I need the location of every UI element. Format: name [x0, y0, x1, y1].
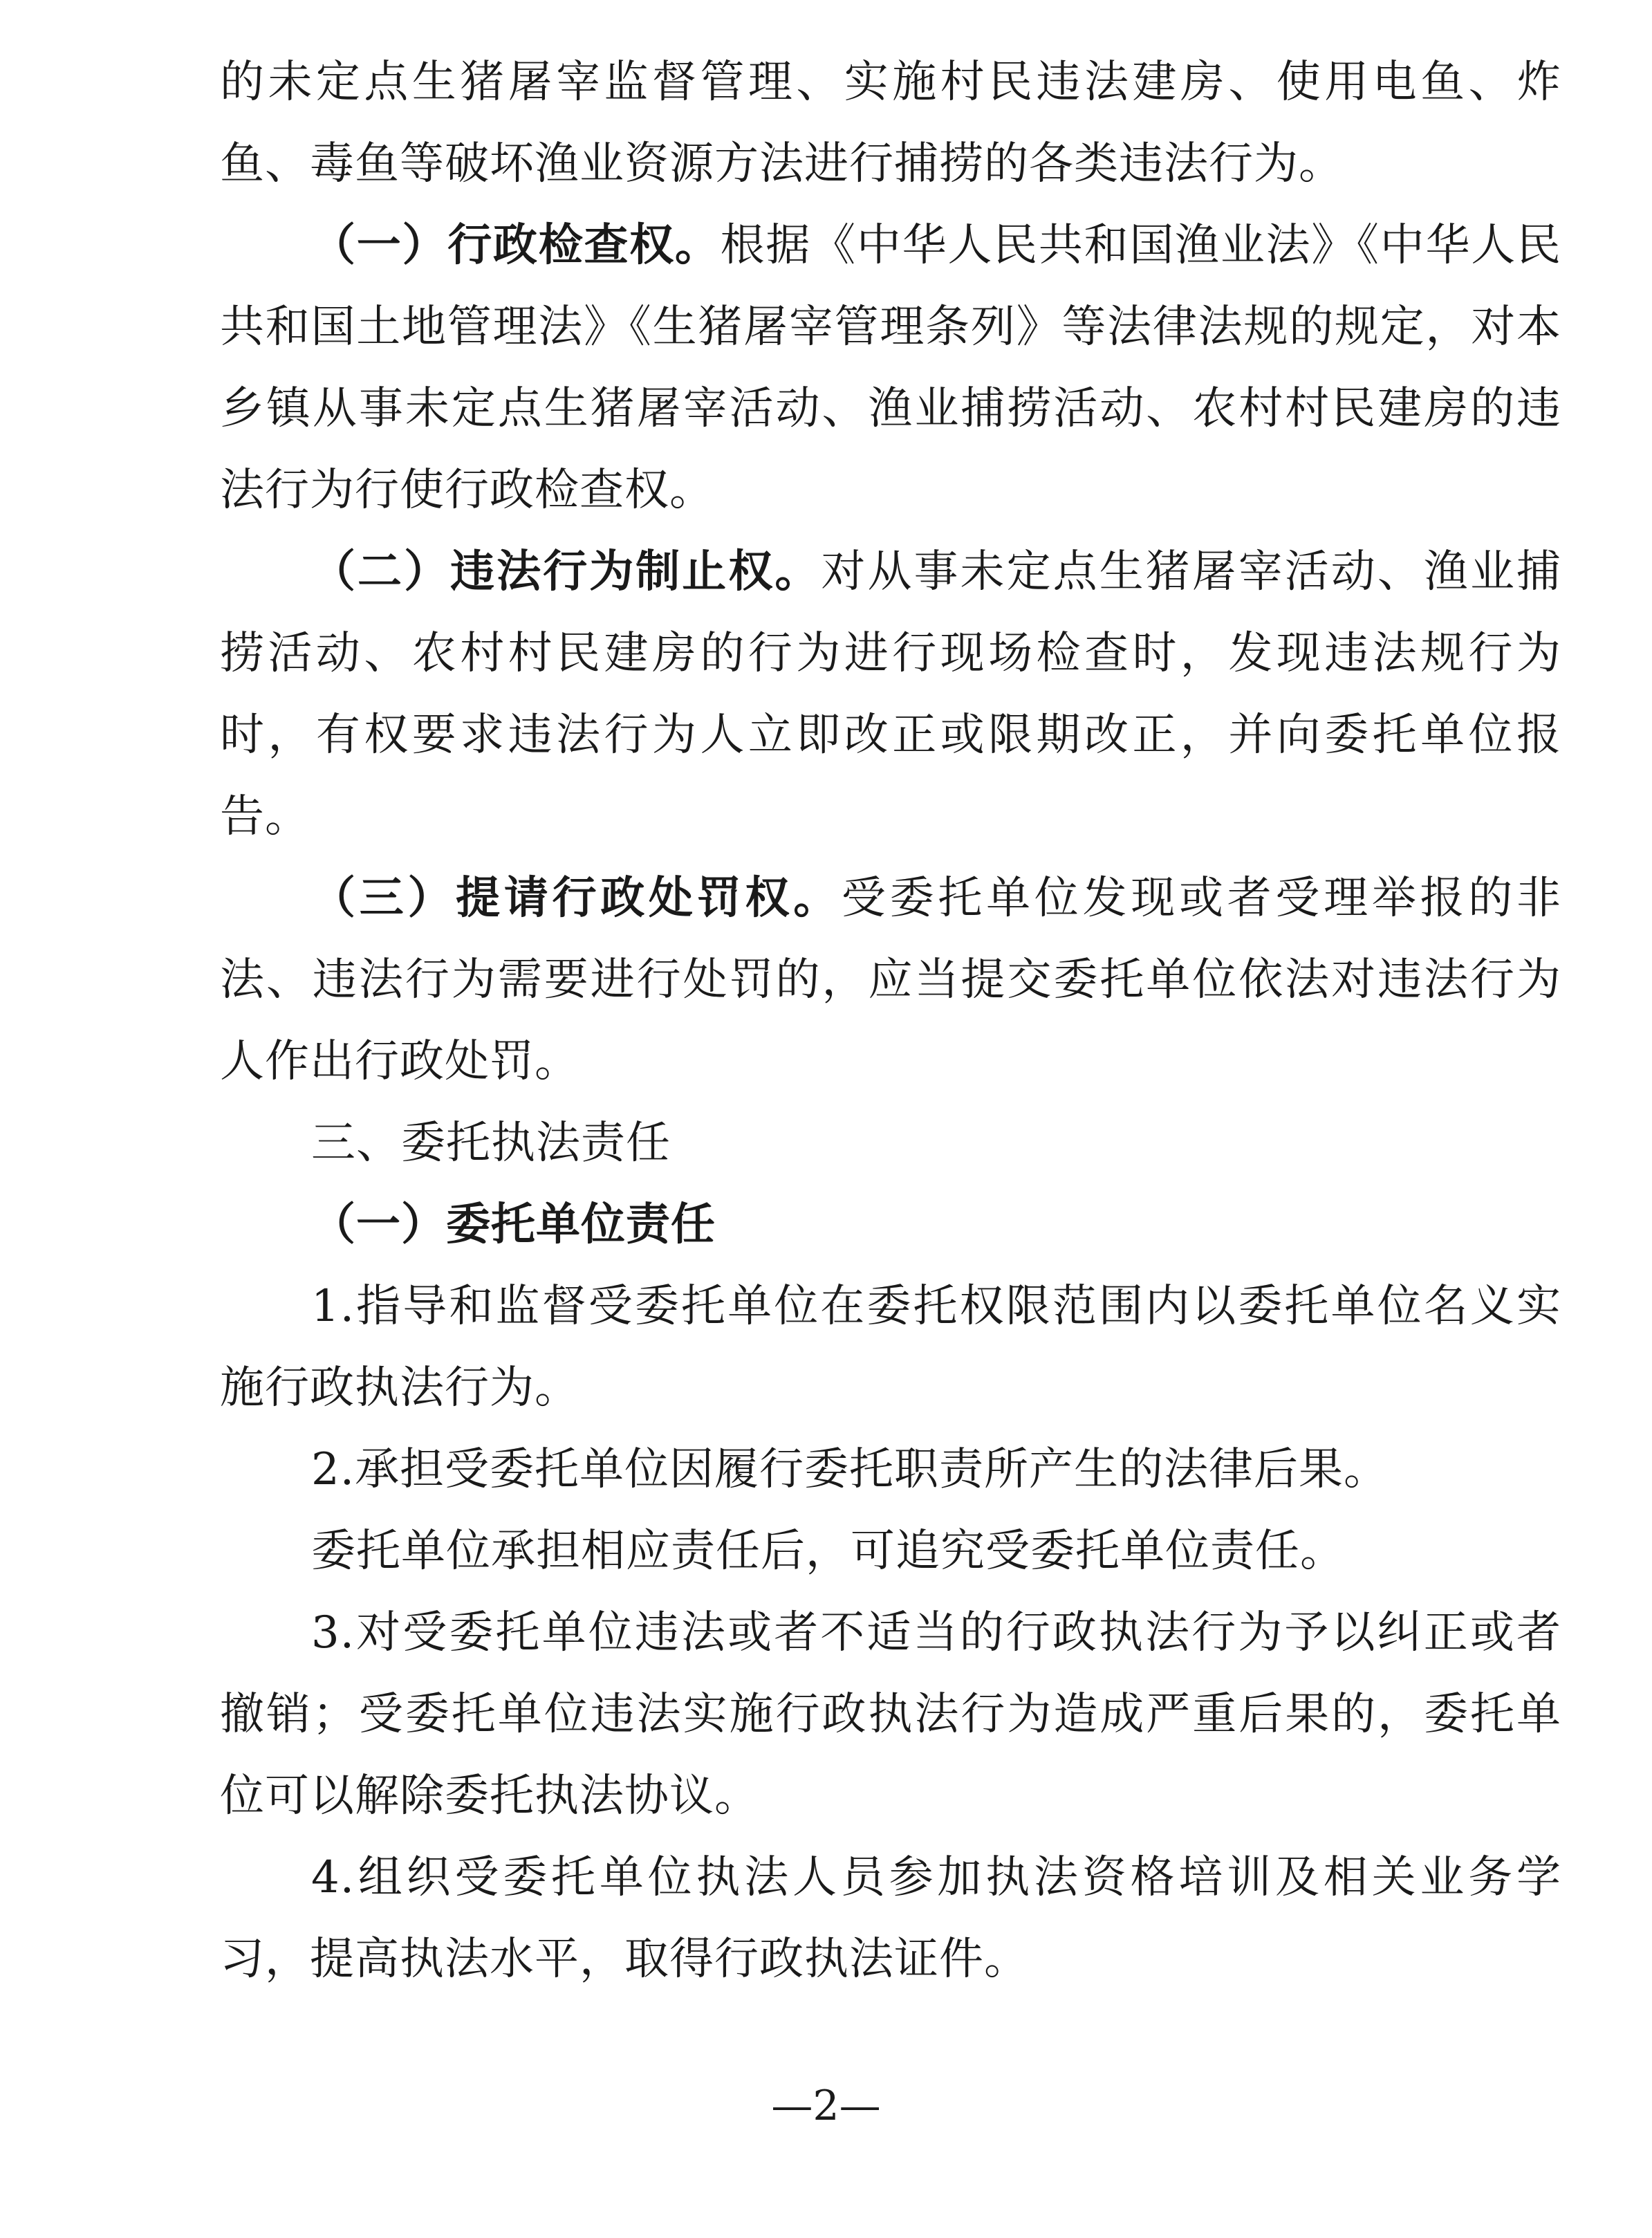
section-heading: [220, 1102, 1561, 1184]
paragraph-stop-right: [220, 531, 1561, 858]
paragraph-continuation: [220, 41, 1561, 205]
page-number: —2—: [771, 2082, 881, 2130]
paragraph-text: 2.承担受委托单位因履行委托职责所产生的法律后果。: [311, 1444, 1389, 1495]
paragraph-text: 受委托单位发现或者受理举报的非法、违法行为需要进行处罚的，应当提交委托单位依法对违法行为人作出行政处罚。: [220, 873, 1562, 1087]
paragraph-text: 1.指导和监督受委托单位在委托权限范围内以委托单位名义实施行政执法行为。: [220, 1281, 1561, 1414]
paragraph-text: 的未定点生猪屠宰监督管理、实施村民违法建房、使用电鱼、炸鱼、毒鱼等破坏渔业资源方法进行捕捞的各类违法行为。: [220, 57, 1561, 189]
list-item-3: [220, 1592, 1561, 1837]
document-body: [220, 41, 1561, 2000]
paragraph-lead: （一）行政检查权。: [311, 219, 721, 271]
list-item-4: [220, 1837, 1561, 2000]
list-item-2: [220, 1429, 1561, 1510]
list-item-1: [220, 1266, 1561, 1429]
paragraph-text: 4.组织受委托单位执法人员参加执法资格培训及相关业务学习，提高执法水平，取得行政执法证件。: [220, 1852, 1561, 1985]
subsection-heading-text: （一）委托单位责任: [311, 1199, 716, 1250]
paragraph-lead: （三）提请行政处罚权。: [311, 872, 842, 924]
paragraph-lead: （二）违法行为制止权。: [311, 546, 822, 598]
section-heading-text: 三、委托执法责任: [311, 1118, 671, 1169]
paragraph-penalty-right: [220, 858, 1561, 1102]
paragraph-text: 3.对受委托单位违法或者不适当的行政执法行为予以纠正或者撤销；受委托单位违法实施行政执法行为造成严重后果的，委托单位可以解除委托执法协议。: [220, 1607, 1561, 1822]
paragraph-text: 委托单位承担相应责任后，可追究受委托单位责任。: [311, 1526, 1345, 1577]
paragraph-inspection-right: [220, 205, 1561, 531]
paragraph-text: 对从事未定点生猪屠宰活动、渔业捕捞活动、农村村民建房的行为进行现场检查时，发现违法规行为时，有权要求违法行为人立即改正或限期改正，并向委托单位报告。: [220, 546, 1561, 842]
paragraph-text: 根据《中华人民共和国渔业法》《中华人民共和国土地管理法》《生猪屠宰管理条列》等法律法规的规定，对本乡镇从事未定点生猪屠宰活动、渔业捕捞活动、农村村民建房的违法行为行使行政检查权。: [220, 220, 1562, 516]
list-item-2-note: [220, 1510, 1561, 1592]
subsection-heading: [220, 1184, 1561, 1266]
